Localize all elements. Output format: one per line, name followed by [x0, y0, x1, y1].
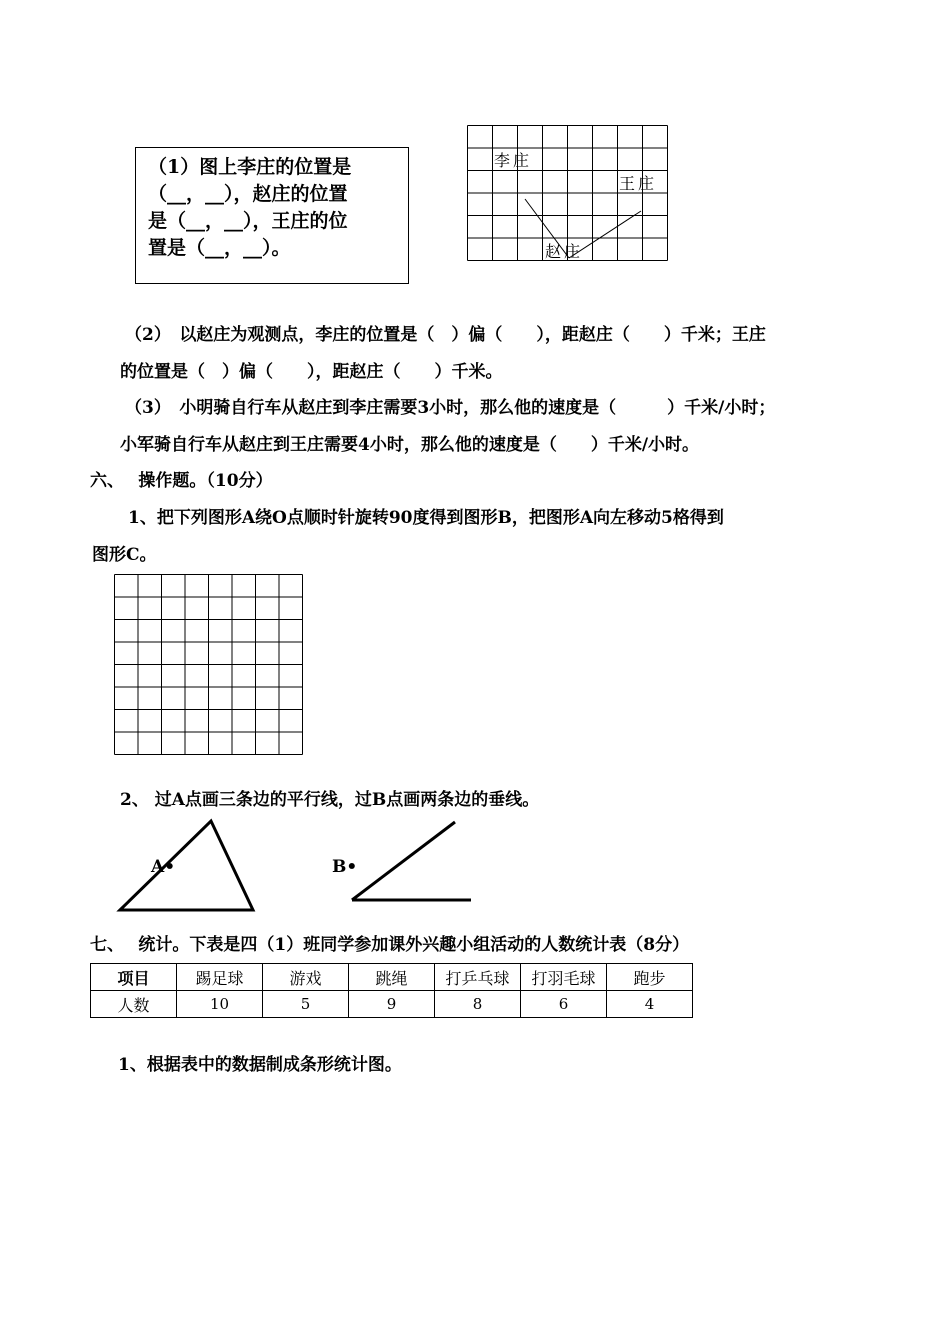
- table-header-item: 打乒乓球: [435, 964, 521, 991]
- table-row: [91, 991, 693, 1018]
- table-row-label: 人数: [91, 991, 177, 1018]
- q3-line-1: （3） 小明骑自行车从赵庄到李庄需要3小时，那么他的速度是（ ）千米/小时；: [125, 398, 776, 418]
- table-header-label: 项目: [91, 964, 177, 991]
- point-a-label: A•: [151, 857, 176, 877]
- table-cell-count: 5: [263, 991, 349, 1018]
- question-box-line: （__，__），赵庄的位置: [148, 183, 348, 205]
- table-header-item: 打羽毛球: [521, 964, 607, 991]
- table-header-item: 跑步: [607, 964, 693, 991]
- table-header-item: 踢足球: [177, 964, 263, 991]
- table-cell-count: 9: [349, 991, 435, 1018]
- angle-slant-line: [352, 822, 455, 900]
- table-cell-count: 6: [521, 991, 607, 1018]
- triangle-shape: [120, 821, 253, 910]
- point-b-label: B•: [332, 857, 358, 877]
- section-6-heading: 六、 操作题。（10分）: [90, 471, 273, 491]
- q3-line-2: 小军骑自行车从赵庄到王庄需要4小时，那么他的速度是（ ）千米/小时。: [120, 435, 700, 455]
- section-7-heading: 七、 统计。下表是四（1）班同学参加课外兴趣小组活动的人数统计表（8分）: [90, 935, 690, 955]
- map-label-li-zhuang: 李庄: [494, 151, 533, 170]
- map-label-wang-zhuang: 王庄: [619, 174, 658, 193]
- table-header-row: [91, 964, 693, 991]
- q2-line-1: （2） 以赵庄为观测点，李庄的位置是（ ）偏（ ），距赵庄（ ）千米；王庄: [125, 325, 766, 345]
- activity-stats-table: [90, 963, 693, 1018]
- table-cell-count: 8: [435, 991, 521, 1018]
- map-label-zhao-zhuang: 赵庄: [545, 242, 584, 261]
- question-box-line: （1）图上李庄的位置是: [148, 156, 352, 178]
- rotation-grid: [113, 573, 305, 756]
- question-box-1: [135, 147, 409, 284]
- table-header-item: 游戏: [263, 964, 349, 991]
- question-box-line: 是（__，__），王庄的位: [148, 210, 348, 232]
- q2-line-2: 的位置是（ ）偏（ ），距赵庄（ ）千米。: [120, 362, 503, 382]
- table-header-item: 跳绳: [349, 964, 435, 991]
- question-box-line: 置是（__，__）。: [148, 237, 291, 259]
- section-6-task-2: 2、 过A点画三条边的平行线，过B点画两条边的垂线。: [120, 790, 540, 810]
- section-7-task-1: 1、根据表中的数据制成条形统计图。: [118, 1055, 402, 1075]
- table-cell-count: 10: [177, 991, 263, 1018]
- table-cell-count: 4: [607, 991, 693, 1018]
- section-6-task-1-line-1: 1、把下列图形A绕O点顺时针旋转90度得到图形B，把图形A向左移动5格得到: [128, 508, 724, 528]
- section-6-task-1-line-2: 图形C。: [92, 545, 157, 565]
